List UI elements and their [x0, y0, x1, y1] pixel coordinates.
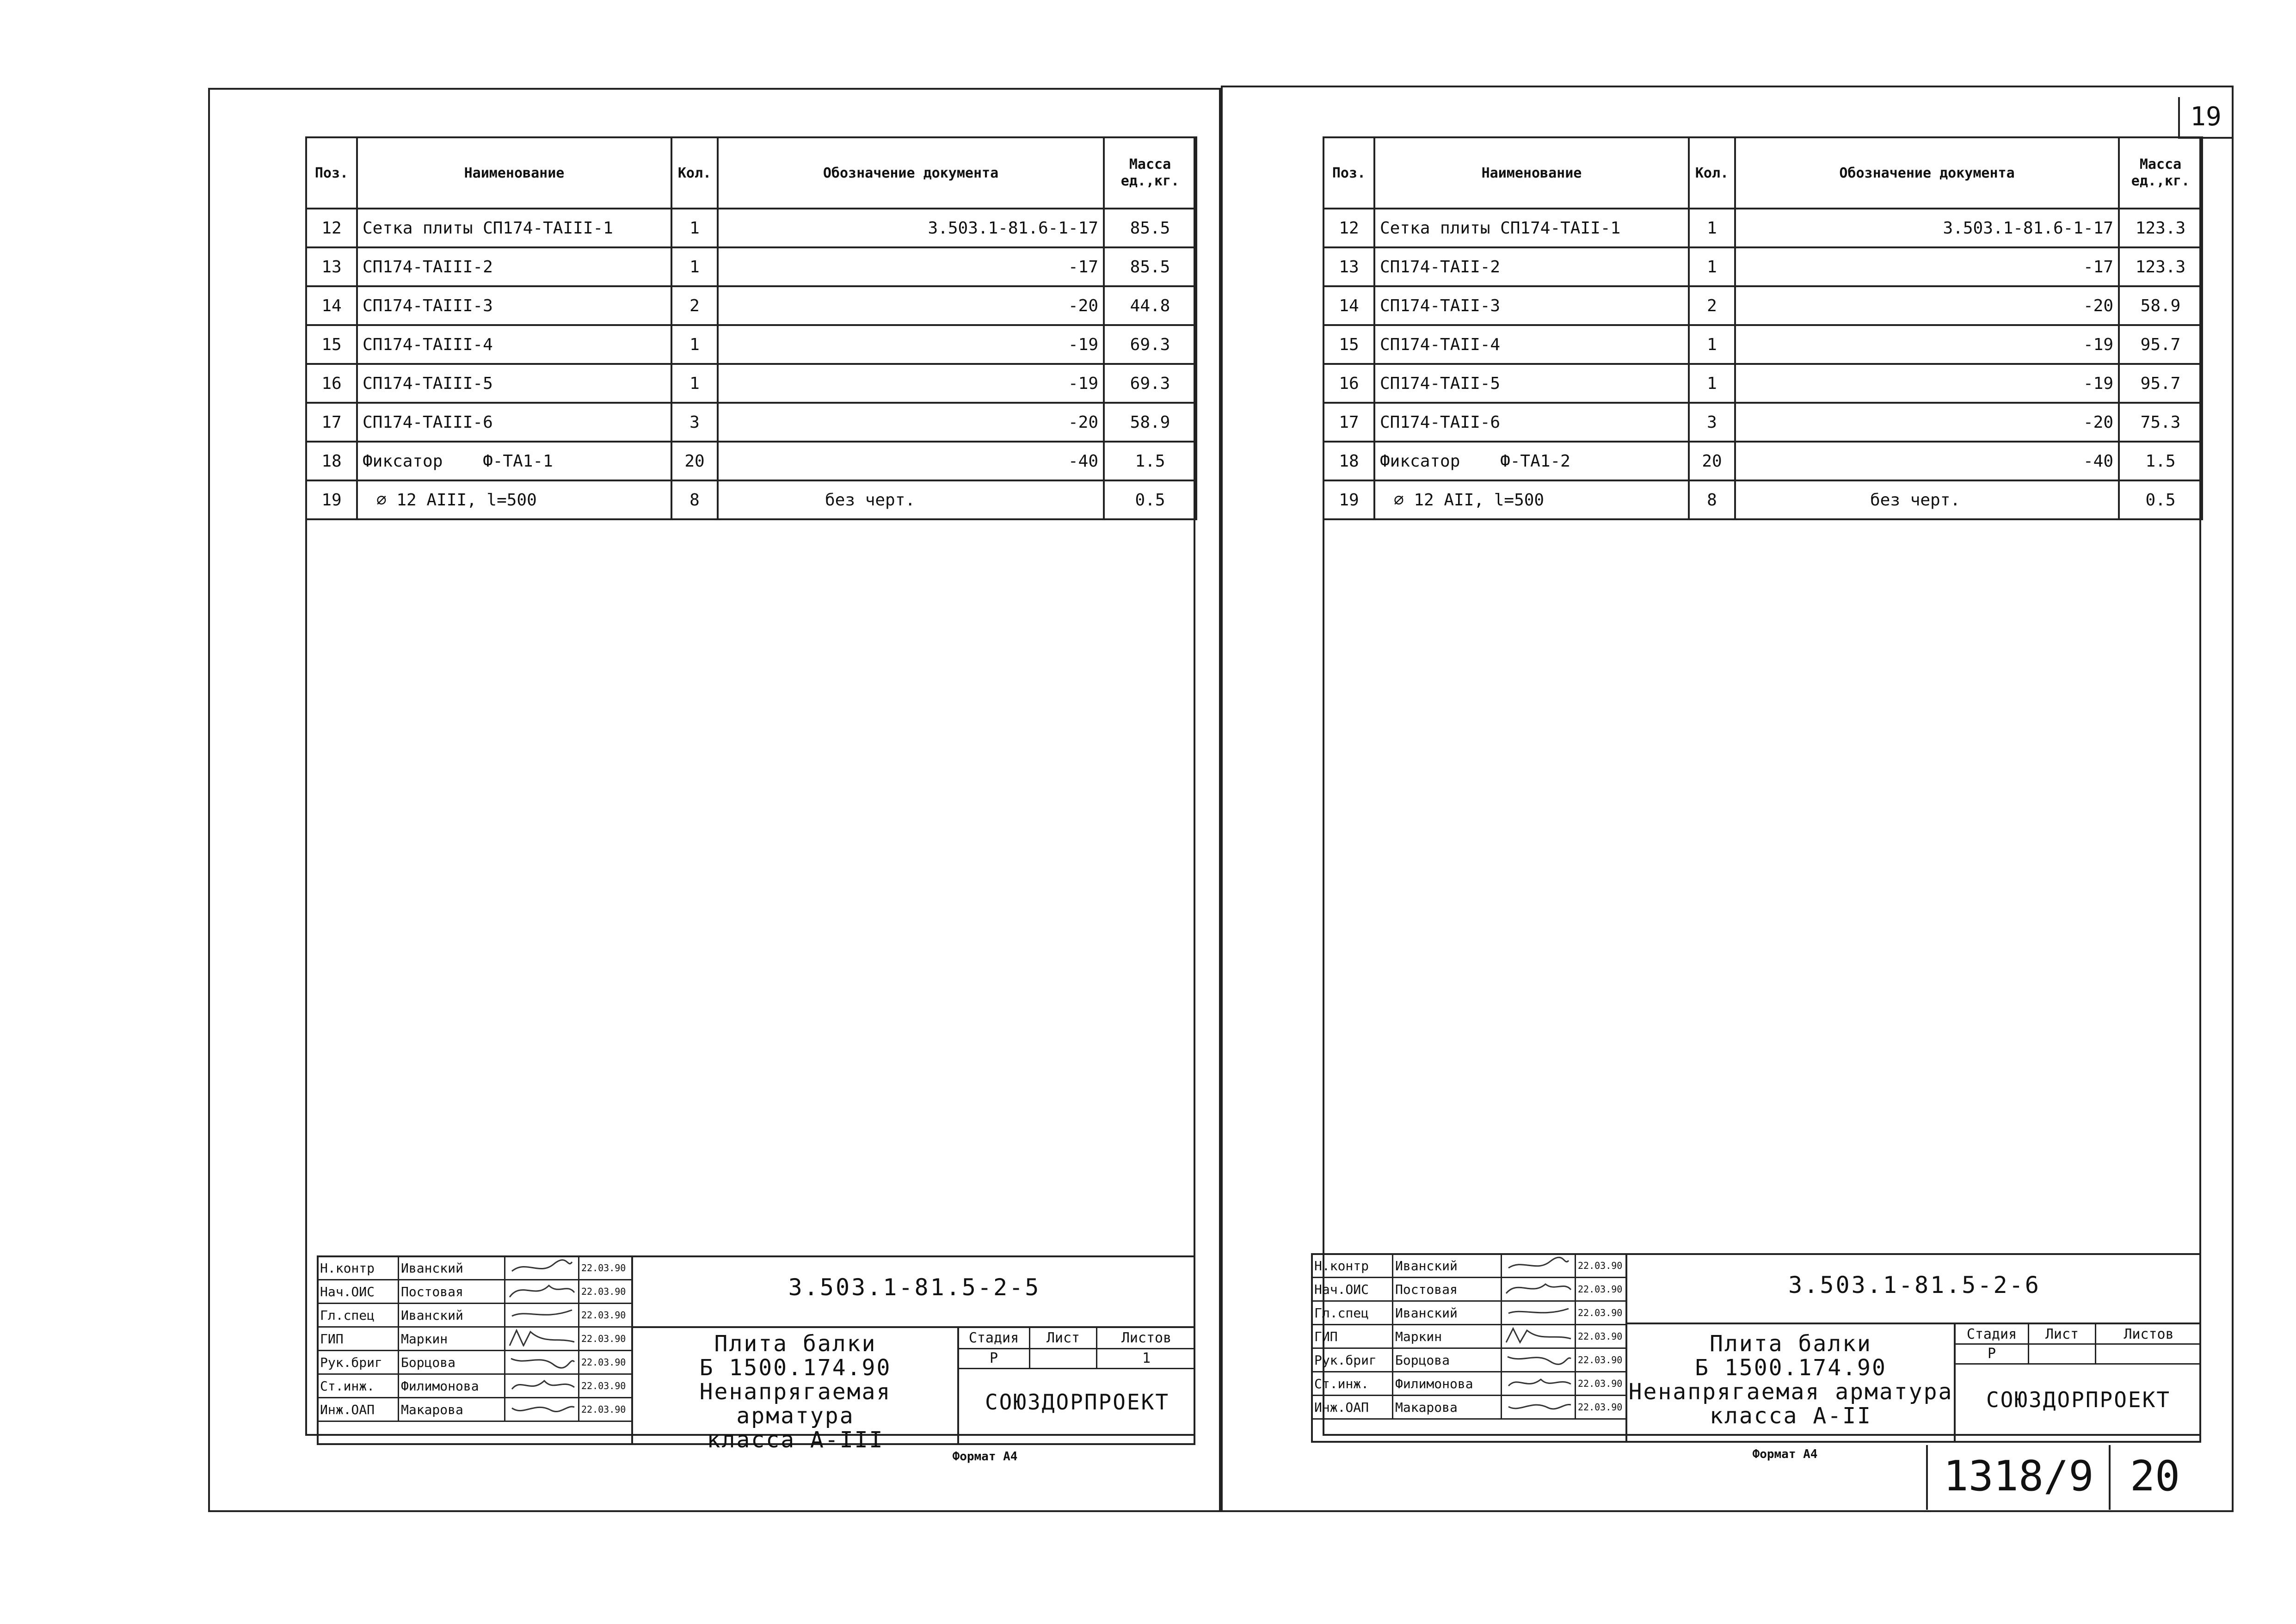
sheets-label: Листов [2124, 1326, 2174, 1342]
format-label: Формат А4 [1752, 1447, 1818, 1461]
signature-row: Инж.ОАП Макарова 22.03.90 [318, 1398, 632, 1421]
signature-row: Ст.инж. Филимонова 22.03.90 [318, 1374, 632, 1398]
table-row: 13 СП174-ТАIII-2 1 -17 85.5 [306, 247, 1196, 286]
table-row: 13 СП174-ТАII-2 1 -17 123.3 [1323, 247, 2202, 286]
signature-image [1504, 1279, 1573, 1297]
table-row: 17 СП174-ТАIII-6 3 -20 58.9 [306, 403, 1196, 442]
signature-row: Гл.спец Иванский 22.03.90 [318, 1304, 632, 1327]
stage-value: Р [989, 1350, 998, 1366]
signature-row: Гл.спец Иванский 22.03.90 [1312, 1301, 1626, 1325]
signature-row: ГИП Маркин 22.03.90 [1312, 1325, 1626, 1348]
signature-image [507, 1304, 577, 1323]
signature-row: Н.контр Иванский 22.03.90 [1312, 1254, 1626, 1278]
col-qty-header: Кол. [671, 137, 718, 209]
table-row: 12 Сетка плиты СП174-ТАII-1 1 3.503.1-81.6-1-17 123.3 [1323, 209, 2202, 247]
sheets-label: Листов [1121, 1330, 1172, 1346]
signature-image [1504, 1326, 1573, 1344]
table-row: 16 СП174-ТАIII-5 1 -19 69.3 [306, 364, 1196, 403]
table-header: Поз. Наименование Кол. Обозначение документа Масса ед.,кг. [1323, 137, 2202, 209]
table-row: 15 СП174-ТАII-4 1 -19 95.7 [1323, 325, 2202, 364]
signature-image [1504, 1255, 1573, 1273]
col-name-header: Наименование [357, 137, 671, 209]
signature-image [507, 1399, 577, 1417]
table-row: 14 СП174-ТАII-3 2 -20 58.9 [1323, 286, 2202, 325]
drawing-title: Плита балки Б 1500.174.90 Ненапрягаемая арматура класса А-II [1628, 1331, 1953, 1429]
signature-image [1504, 1349, 1573, 1368]
sheet-label: Лист [2045, 1326, 2079, 1342]
signature-row: Ст.инж. Филимонова 22.03.90 [1312, 1372, 1626, 1396]
doc-code: 3.503.1-81.5-2-6 [1788, 1272, 2041, 1298]
table-header [306, 137, 1196, 209]
signature-image [1504, 1373, 1573, 1391]
drawing-title: Плита балки Б 1500.174.90 Ненапрягаемая арматура класса А-III [699, 1331, 892, 1453]
signature-image [1504, 1396, 1573, 1415]
signature-row: Инж.ОАП Макарова 22.03.90 [1312, 1396, 1626, 1419]
left-signatures-table [317, 1255, 633, 1422]
col-doc-header: Обозначение документа [718, 137, 1104, 209]
signature-row: Нач.ОИС Постовая 22.03.90 [318, 1280, 632, 1304]
sheets-value: 1 [1142, 1350, 1151, 1366]
signature-row: Н.контр Иванский 22.03.90 [318, 1256, 632, 1280]
right-spec-table [1323, 136, 2203, 520]
organization: СОЮЗДОРПРОЕКТ [985, 1390, 1170, 1415]
left-spec-table [305, 136, 1197, 520]
col-mass-header: Масса ед.,кг. [1104, 137, 1196, 209]
right-signatures-table [1311, 1253, 1627, 1420]
sheet-page-number: 20 [2130, 1452, 2180, 1501]
signature-image [507, 1375, 577, 1394]
table-row: 15 СП174-ТАIII-4 1 -19 69.3 [306, 325, 1196, 364]
table-row: 19 ⌀ 12 АII, l=500 8 без черт. 0.5 [1323, 480, 2202, 519]
signature-image [1504, 1302, 1573, 1321]
table-row: 12 Сетка плиты СП174-ТАIII-1 1 3.503.1-81.6-1-17 85.5 [306, 209, 1196, 247]
table-row: 18 Фиксатор Ф-ТА1-2 20 -40 1.5 [1323, 442, 2202, 480]
album-number: 1318/9 [1943, 1452, 2094, 1501]
signature-row: Нач.ОИС Постовая 22.03.90 [1312, 1278, 1626, 1301]
sheet-label: Лист [1046, 1330, 1080, 1346]
stage-value: Р [1987, 1346, 1996, 1362]
stage-label: Стадия [1966, 1326, 2017, 1342]
signature-image [507, 1281, 577, 1299]
page-number: 19 [2190, 102, 2222, 132]
format-label: Формат А4 [952, 1450, 1018, 1464]
stage-label: Стадия [968, 1330, 1019, 1346]
organization: СОЮЗДОРПРОЕКТ [1986, 1387, 2171, 1412]
table-row: 14 СП174-ТАIII-3 2 -20 44.8 [306, 286, 1196, 325]
signature-row: Рук.бриг Борцова 22.03.90 [318, 1351, 632, 1374]
table-row: 16 СП174-ТАII-5 1 -19 95.7 [1323, 364, 2202, 403]
doc-code: 3.503.1-81.5-2-5 [788, 1274, 1041, 1301]
signature-image [507, 1257, 577, 1276]
signature-row: ГИП Маркин 22.03.90 [318, 1327, 632, 1351]
table-row: 17 СП174-ТАII-6 3 -20 75.3 [1323, 403, 2202, 442]
signature-image [507, 1328, 577, 1347]
col-pos-header: Поз. [306, 137, 357, 209]
signature-image [507, 1352, 577, 1370]
signature-row: Рук.бриг Борцова 22.03.90 [1312, 1348, 1626, 1372]
table-row: 19 ⌀ 12 АIII, l=500 8 без черт. 0.5 [306, 480, 1196, 519]
table-row: 18 Фиксатор Ф-ТА1-1 20 -40 1.5 [306, 442, 1196, 480]
